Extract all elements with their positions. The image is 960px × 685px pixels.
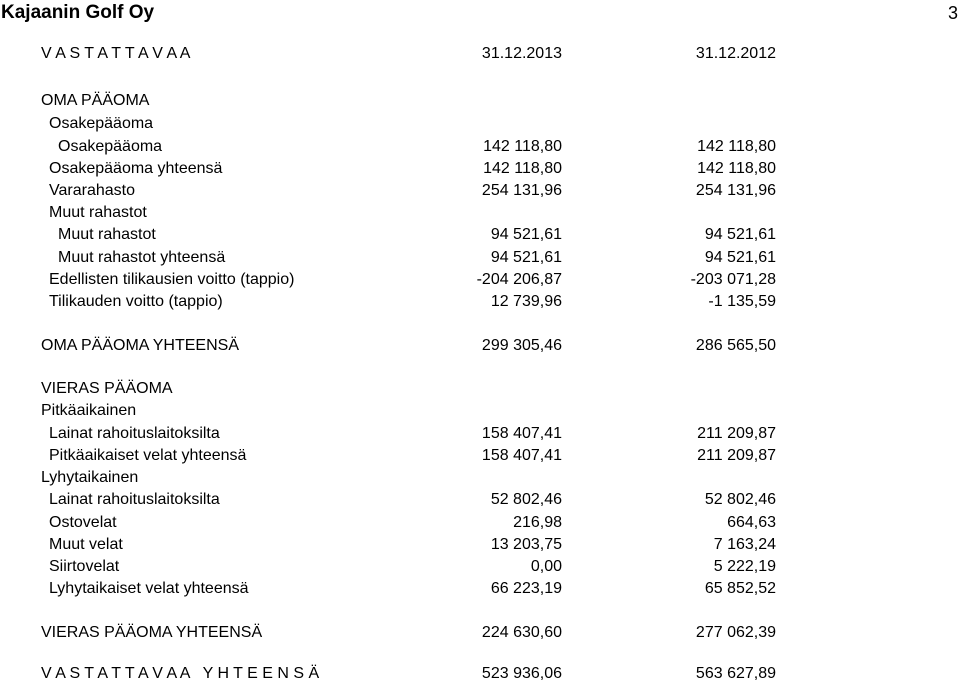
value-2012: 94 521,61 [704, 249, 776, 266]
column-header-2013: 31.12.2013 [481, 45, 562, 62]
value-2012: 5 222,19 [713, 558, 776, 575]
value-2013: 254 131,96 [481, 182, 562, 199]
row-label: Muut rahastot [49, 204, 147, 221]
value-2012: 211 209,87 [697, 447, 776, 464]
row-label: Lainat rahoituslaitoksilta [49, 491, 220, 508]
value-2012: 277 062,39 [695, 624, 776, 641]
value-2013: 158 407,41 [481, 425, 562, 442]
row-label: Vararahasto [49, 182, 135, 199]
grand-total-2012: 563 627,89 [695, 665, 776, 682]
row-label: Muut rahastot [58, 226, 156, 243]
value-2013: -204 206,87 [476, 271, 562, 288]
value-2013: 142 118,80 [483, 138, 562, 155]
value-2013: 142 118,80 [483, 160, 562, 177]
balance-row [0, 489, 960, 511]
row-label: Tilikauden voitto (tappio) [49, 293, 223, 310]
balance-row [0, 335, 960, 357]
value-2012: 142 118,80 [697, 160, 776, 177]
page-number: 3 [947, 3, 958, 23]
value-2012: -203 071,28 [690, 271, 776, 288]
balance-title: V A S T A T T A V A A [41, 45, 191, 62]
balance-row [0, 247, 960, 269]
value-2013: 66 223,19 [490, 580, 562, 597]
value-2013: 52 802,46 [490, 491, 562, 508]
value-2013: 216,98 [513, 514, 562, 531]
row-label: VIERAS PÄÄOMA [41, 380, 173, 397]
value-2012: 254 131,96 [695, 182, 776, 199]
balance-row [0, 378, 960, 400]
row-label: OMA PÄÄOMA [41, 92, 150, 109]
value-2012: 7 163,24 [713, 536, 776, 553]
value-2012: 664,63 [727, 514, 776, 531]
row-label: Lyhytaikaiset velat yhteensä [49, 580, 249, 597]
balance-row [0, 202, 960, 224]
column-header-2012: 31.12.2012 [695, 45, 776, 62]
balance-row [0, 445, 960, 467]
value-2012: 94 521,61 [704, 226, 776, 243]
balance-row [0, 423, 960, 445]
balance-row [0, 224, 960, 246]
balance-row [0, 269, 960, 291]
balance-row [0, 467, 960, 489]
row-label: Ostovelat [49, 514, 117, 531]
value-2012: 52 802,46 [704, 491, 776, 508]
row-label: Siirtovelat [49, 558, 120, 575]
row-label: Osakepääoma [49, 115, 154, 132]
value-2013: 299 305,46 [481, 337, 562, 354]
balance-row [0, 158, 960, 180]
row-label: Muut velat [49, 536, 123, 553]
company-name: Kajaanin Golf Oy [1, 2, 155, 23]
value-2013: 13 203,75 [490, 536, 562, 553]
grand-total-2013: 523 936,06 [481, 665, 562, 682]
row-label: Osakepääoma yhteensä [49, 160, 223, 177]
balance-row [0, 136, 960, 158]
value-2013: 12 739,96 [490, 293, 562, 310]
grand-total-label: V A S T A T T A V A A Y H T E E N S Ä [41, 665, 320, 682]
value-2012: -1 135,59 [708, 293, 776, 310]
value-2012: 142 118,80 [697, 138, 776, 155]
balance-title-row [0, 43, 960, 65]
balance-row [0, 534, 960, 556]
row-label: Edellisten tilikausien voitto (tappio) [49, 271, 295, 288]
grand-total-row [0, 663, 960, 685]
value-2013: 94 521,61 [490, 226, 562, 243]
row-label: OMA PÄÄOMA YHTEENSÄ [41, 337, 239, 354]
balance-row [0, 556, 960, 578]
balance-row [0, 180, 960, 202]
row-label: Lyhytaikainen [41, 469, 139, 486]
row-label: Muut rahastot yhteensä [58, 249, 226, 266]
value-2012: 286 565,50 [695, 337, 776, 354]
value-2012: 211 209,87 [697, 425, 776, 442]
balance-row [0, 578, 960, 600]
balance-row [0, 291, 960, 313]
balance-row [0, 90, 960, 112]
value-2013: 158 407,41 [481, 447, 562, 464]
value-2012: 65 852,52 [704, 580, 776, 597]
balance-row [0, 512, 960, 534]
balance-row [0, 113, 960, 135]
value-2013: 0,00 [530, 558, 562, 575]
row-label: VIERAS PÄÄOMA YHTEENSÄ [41, 624, 263, 641]
balance-row [0, 400, 960, 422]
row-label: Pitkäaikainen [41, 402, 137, 419]
row-label: Pitkäaikaiset velat yhteensä [49, 447, 247, 464]
balance-row [0, 622, 960, 644]
row-label: Lainat rahoituslaitoksilta [49, 425, 220, 442]
value-2013: 224 630,60 [481, 624, 562, 641]
value-2013: 94 521,61 [490, 249, 562, 266]
row-label: Osakepääoma [58, 138, 163, 155]
page-header [0, 0, 960, 28]
